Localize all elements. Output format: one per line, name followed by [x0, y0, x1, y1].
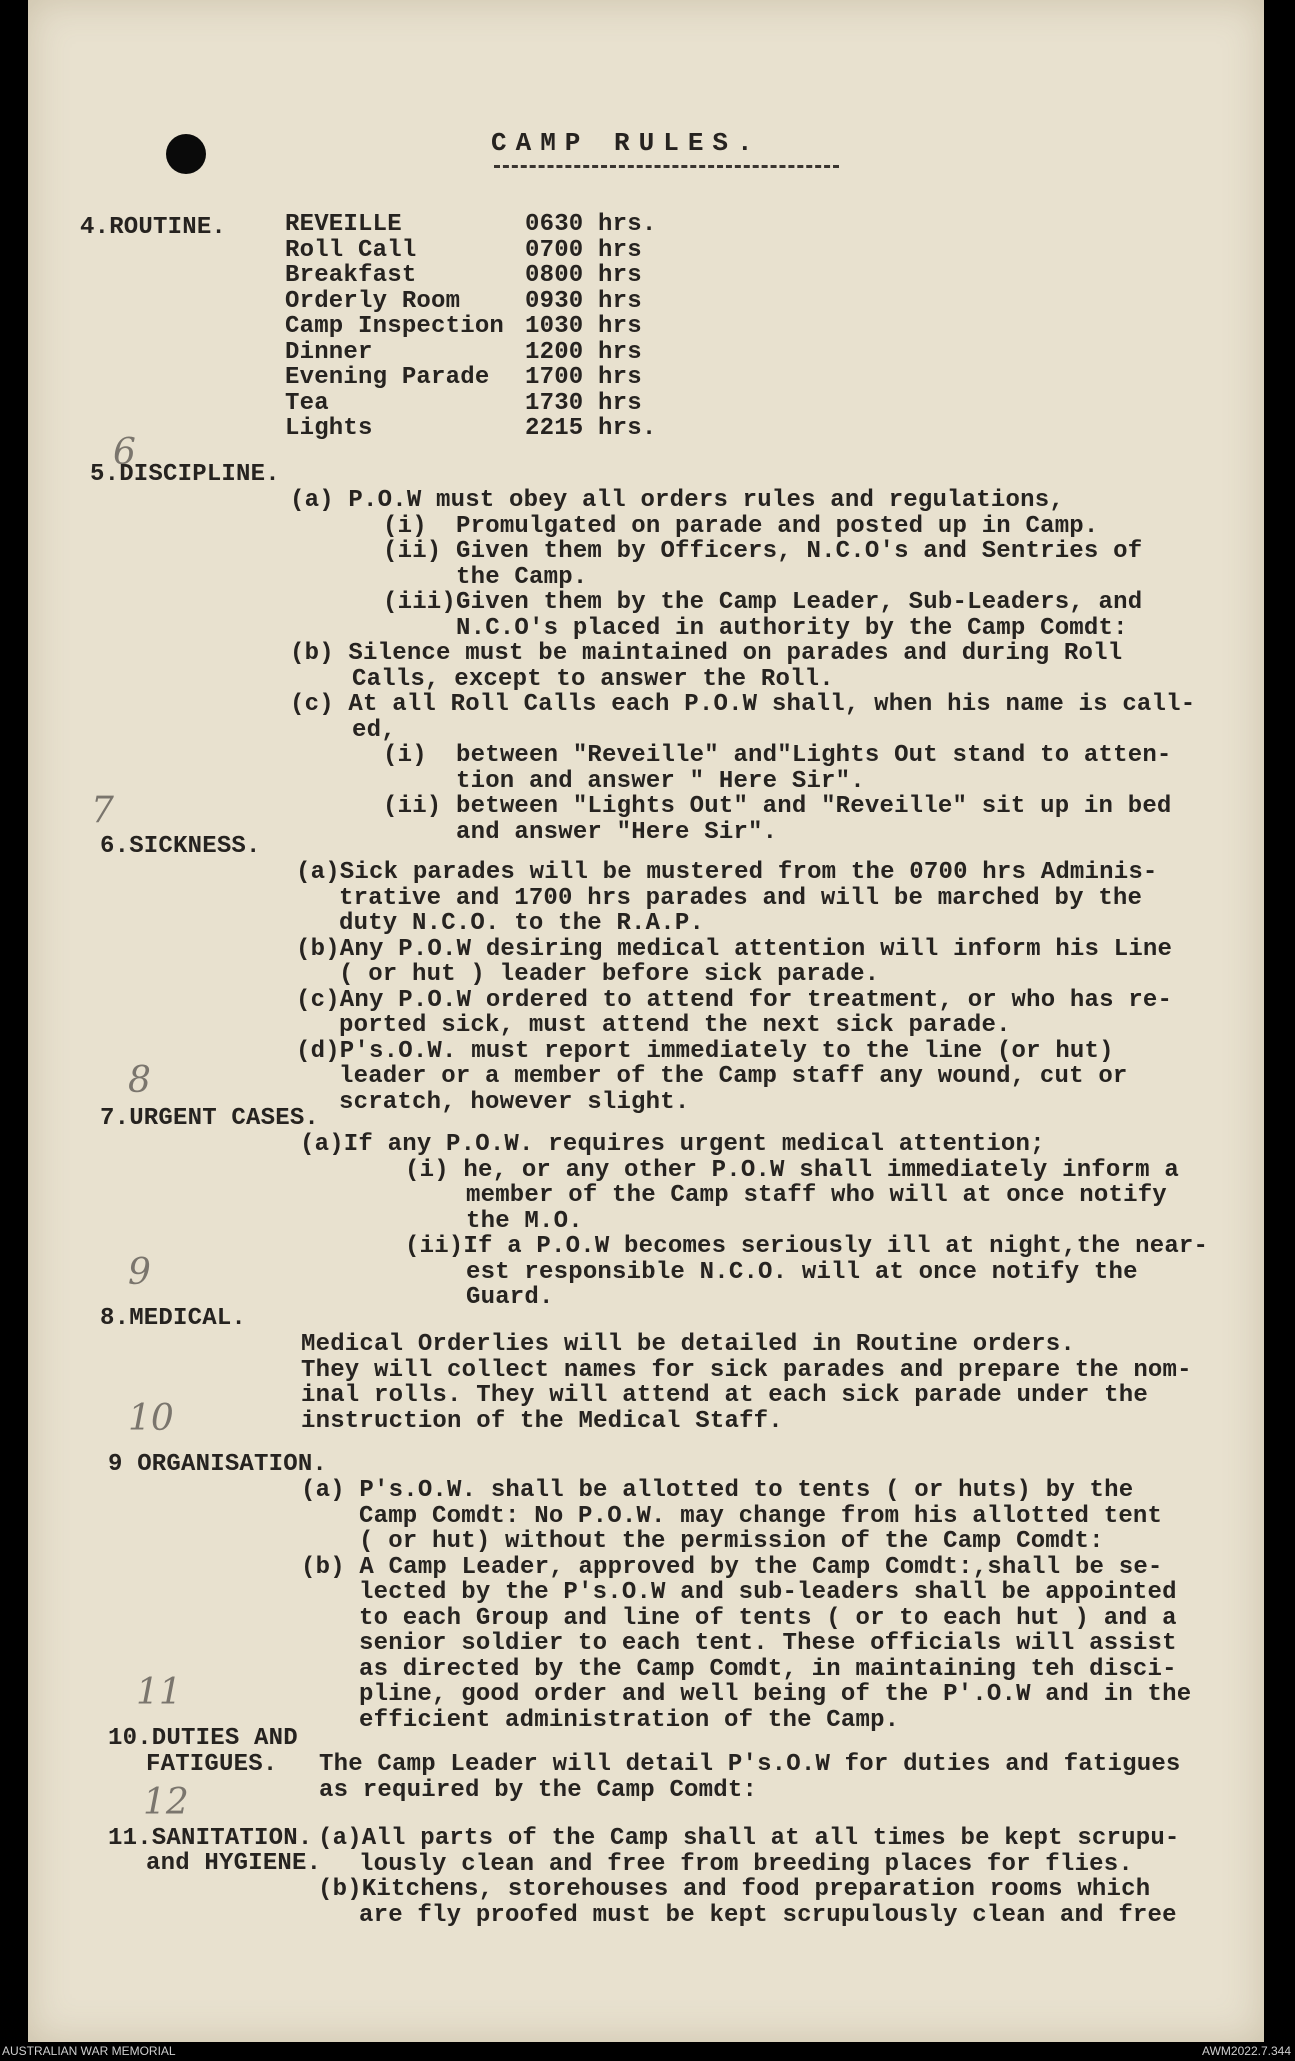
text-line: N.C.O's placed in authority by the Camp Comdt: [456, 614, 1128, 642]
section-heading-urgent-cases: 7.URGENT CASES. [100, 1105, 320, 1132]
text-line: efficient administration of the Camp. [359, 1706, 900, 1734]
section-heading-sanitation: 11.SANITATION. [108, 1825, 313, 1852]
text-line: and answer "Here Sir". [456, 818, 778, 846]
section-heading-organisation: 9 ORGANISATION. [108, 1451, 328, 1478]
text-line: (b) Silence must be maintained on parades and during Roll [290, 640, 1123, 667]
section-heading-medical: 8.MEDICAL. [100, 1305, 247, 1332]
routine-activity: Orderly Room [285, 287, 461, 315]
text-line: instruction of the Medical Staff. [301, 1407, 783, 1435]
text-line: est responsible N.C.O. will at once notify the [466, 1258, 1138, 1286]
text-line: (ii) Given them by Officers, N.C.O's and Sentries of [383, 538, 1143, 565]
text-line: Guard. [466, 1284, 554, 1311]
routine-activity: REVEILLE [285, 211, 402, 238]
text-line: pline, good order and well being of the P'.O.W and in the [359, 1681, 1192, 1708]
text-line: (c)Any P.O.W ordered to attend for treatment, or who has re- [296, 986, 1173, 1014]
section-heading-duties: 10.DUTIES AND [108, 1725, 298, 1752]
text-line: (i) he, or any other P.O.W shall immediately inform a [405, 1156, 1179, 1184]
pencil-number: 8 [128, 1060, 151, 1101]
section-heading-hygiene: and HYGIENE. [146, 1850, 322, 1877]
routine-time: 2215 hrs. [525, 415, 657, 442]
footer-bar [0, 2042, 1295, 2061]
text-line: (a)If any P.O.W. requires urgent medical attention; [300, 1131, 1045, 1158]
text-line: lected by the P's.O.W and sub-leaders shall be appointed [359, 1579, 1177, 1606]
text-line: scratch, however slight. [339, 1088, 690, 1116]
text-line: (ii) between "Lights Out" and "Reveille" sit up in bed [383, 793, 1172, 820]
text-line: Camp Comdt: No P.O.W. may change from his allotted tent [359, 1502, 1163, 1530]
routine-time: 1700 hrs [525, 364, 642, 391]
text-line: (a) P.O.W must obey all orders rules and regulations, [290, 487, 1064, 514]
text-line: leader or a member of the Camp staff any wound, cut or [339, 1063, 1128, 1090]
text-line: tion and answer " Here Sir". [456, 767, 865, 795]
text-line: as directed by the Camp Comdt, in maintaining teh disci- [359, 1655, 1177, 1683]
footer-source: AUSTRALIAN WAR MEMORIAL [2, 2044, 176, 2058]
routine-time: 1030 hrs [525, 313, 642, 340]
text-line: duty N.C.O. to the R.A.P. [339, 910, 705, 937]
text-line: to each Group and line of tents ( or to each hut ) and a [359, 1604, 1177, 1632]
punch-hole [166, 134, 206, 174]
routine-activity: Evening Parade [285, 364, 490, 391]
text-line: Calls, except to answer the Roll. [352, 665, 834, 693]
text-line: (a)All parts of the Camp shall at all times be kept scrupu- [318, 1825, 1180, 1852]
text-line: (c) At all Roll Calls each P.O.W shall, when his name is call- [290, 691, 1196, 718]
text-line: lously clean and free from breeding places for flies. [359, 1850, 1133, 1878]
text-line: (b)Any P.O.W desiring medical attention will inform his Line [296, 935, 1173, 963]
routine-activity: Camp Inspection [285, 313, 505, 340]
pencil-number: 6 [113, 432, 136, 473]
routine-time: 1200 hrs [525, 338, 642, 366]
text-line: are fly proofed must be kept scrupulously clean and free [359, 1901, 1177, 1929]
routine-time: 0800 hrs [525, 262, 642, 289]
text-line: ( or hut ) leader before sick parade. [339, 961, 880, 988]
title-underline [494, 165, 839, 168]
page-title: CAMP RULES. [491, 128, 762, 158]
pencil-number: 11 [136, 1672, 182, 1713]
pencil-number: 9 [128, 1252, 151, 1293]
text-line: (i) between "Reveille" and"Lights Out stand to atten- [383, 742, 1172, 769]
pencil-number: 10 [128, 1398, 174, 1439]
text-line: as required by the Camp Comdt: [319, 1776, 758, 1804]
text-line: ported sick, must attend the next sick parade. [339, 1012, 1011, 1039]
routine-time: 0930 hrs [525, 287, 642, 315]
section-heading-discipline: 5.DISCIPLINE. [90, 461, 280, 488]
section-heading-sickness: 6.SICKNESS. [100, 833, 261, 860]
routine-time: 0630 hrs. [525, 211, 657, 238]
text-line: The Camp Leader will detail P's.O.W for duties and fatigues [319, 1751, 1181, 1778]
text-line: (iii)Given them by the Camp Leader, Sub-Leaders, and [383, 589, 1143, 616]
text-line: (d)P's.O.W. must report immediately to the line (or hut) [296, 1037, 1114, 1065]
text-line: trative and 1700 hrs parades and will be marched by the [339, 884, 1143, 912]
text-line: (i) Promulgated on parade and posted up in Camp. [383, 512, 1099, 540]
text-line: ed, [352, 716, 396, 744]
text-line: inal rolls. They will attend at each sick parade under the [301, 1382, 1148, 1409]
text-line: senior soldier to each tent. These officials will assist [359, 1630, 1177, 1657]
routine-activity: Lights [285, 415, 373, 442]
text-line: (b) A Camp Leader, approved by the Camp Comdt:,shall be se- [301, 1553, 1163, 1581]
pencil-number: 7 [91, 790, 114, 831]
text-line: (b)Kitchens, storehouses and food preparation rooms which [318, 1876, 1151, 1903]
footer-reference: AWM2022.7.344 [1202, 2044, 1291, 2058]
text-line: the Camp. [456, 563, 588, 591]
routine-activity: Tea [285, 389, 329, 417]
document-page [28, 0, 1264, 2042]
routine-time: 0700 hrs [525, 236, 642, 264]
routine-activity: Breakfast [285, 262, 417, 289]
section-heading-fatigues: FATIGUES. [146, 1751, 278, 1778]
text-line: Medical Orderlies will be detailed in Routine orders. [301, 1331, 1075, 1358]
text-line: (a)Sick parades will be mustered from the 0700 hrs Adminis- [296, 859, 1158, 886]
section-heading-routine: 4.ROUTINE. [80, 214, 227, 241]
text-line: (ii)If a P.O.W becomes seriously ill at night,the near- [405, 1233, 1209, 1260]
text-line: (a) P's.O.W. shall be allotted to tents ( or huts) by the [301, 1477, 1134, 1504]
routine-activity: Roll Call [285, 236, 417, 264]
text-line: the M.O. [466, 1207, 583, 1235]
routine-time: 1730 hrs [525, 389, 642, 417]
text-line: ( or hut) without the permission of the Camp Comdt: [359, 1528, 1104, 1555]
text-line: member of the Camp staff who will at once notify [466, 1182, 1167, 1209]
routine-activity: Dinner [285, 338, 373, 366]
pencil-number: 12 [143, 1782, 189, 1823]
text-line: They will collect names for sick parades and prepare the nom- [301, 1356, 1192, 1384]
